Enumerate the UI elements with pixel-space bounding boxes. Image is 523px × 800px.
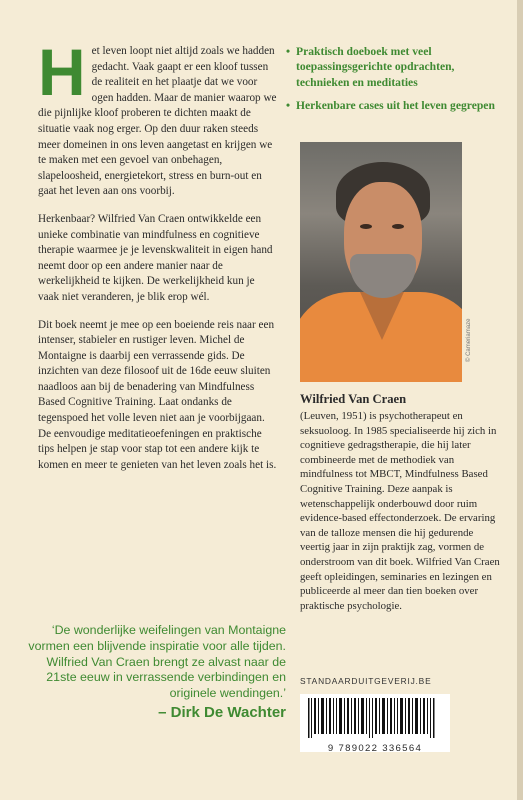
- author-bio: [300, 392, 500, 613]
- back-cover-blurb: [38, 35, 278, 485]
- barcode-bars: [308, 698, 442, 738]
- barcode-number: 9 789022 336564: [327, 743, 423, 754]
- blurb-paragraph-1: [38, 35, 278, 200]
- spine-edge: [517, 0, 523, 800]
- endorsement-quote: [24, 623, 286, 721]
- blurb-paragraph-2: Herkenbaar? Wilfried Van Craen ontwikkelde een unieke combinatie van mindfulness en cognitieve therapie waarmee je je levenskwaliteit in eigen hand neemt door op een andere manier naar de werkelijkheid te kijken. De werkelijkheid kun je vaak niet veranderen, je blik erop wél.: [38, 212, 273, 303]
- feature-bullet: • Praktisch doeboek met veel toepassingsgerichte opdrachten, technieken en meditaties: [286, 44, 498, 90]
- drop-cap: H: [38, 35, 86, 109]
- feature-bullet: • Herkenbare cases uit het leven gegrepen: [286, 98, 498, 113]
- blurb-paragraph-1-text: et leven loopt niet altijd zoals we hadden gedacht. Vaak gaapt er een kloof tussen de realiteit en het plaatje dat we voor ogen hadden. Maar de manier waarop we die pijnlijke kloof proberen te dichten maakt de situatie vaak nog erger. Op den duur raken steeds meer domeinen in ons leven aangetast en krijgen we te maken met een gevoel van onbehagen, slapeloosheid, energietekort, stress en burn-out en gaat het leven aan ons voorbij.: [38, 45, 277, 198]
- blurb-paragraph-3: Dit boek neemt je mee op een boeiende reis naar een intenser, stabieler en rustiger leven. Michel de Montaigne is daarbij een verrassende gids. De inzichten van deze filosoof uit de 16de eeuw sluiten naadloos aan bij de benadering van Mindfulness Based Cognitive Training. Laat ondanks de tegenspoed het volle leven niet aan je voorbijgaan. De eenvoudige meditatieoefeningen en praktische tips helpen je stap voor stap tot een andere kijk te komen en meer te genieten van het leven zoals het is.: [38, 318, 277, 471]
- eye-shape: [392, 224, 404, 229]
- eye-shape: [360, 224, 372, 229]
- photo-credit: © Cameriamaze: [466, 318, 472, 362]
- author-photo: [300, 142, 462, 382]
- publisher-website: STANDAARDUITGEVERIJ.BE: [300, 676, 432, 686]
- quote-text: ‘De wonderlijke weifelingen van Montaigne vormen een blijvende inspiratie voor alle tijden. Wilfried Van Craen brengt ze alvast naar de 21ste eeuw in verrassende verbindingen en originele wendingen.’: [28, 623, 286, 701]
- author-bio-text: (Leuven, 1951) is psychotherapeut en seksuoloog. In 1985 specialiseerde hij zich in cognitieve gedragstherapie, die hij later combineerde met de methodiek van mindfulness tot MBCT, Mindfulness Based Cognitive Training. Deze aanpak is wetenschappelijk onderbouwd door ruim evidence-based effectonderzoek. De ervaring van de talloze mensen die hij gedurende veertig jaar in zijn praktijk zag, vormen de onderstroom van dit boek. Wilfried Van Craen geeft opleidingen, seminaries en lezingen en publiceerde al meer dan tien boeken over praktische psychologie.: [300, 410, 500, 612]
- feature-list: [286, 44, 498, 122]
- quote-author: – Dirk De Wachter: [158, 703, 286, 721]
- author-name: Wilfried Van Craen: [300, 392, 407, 406]
